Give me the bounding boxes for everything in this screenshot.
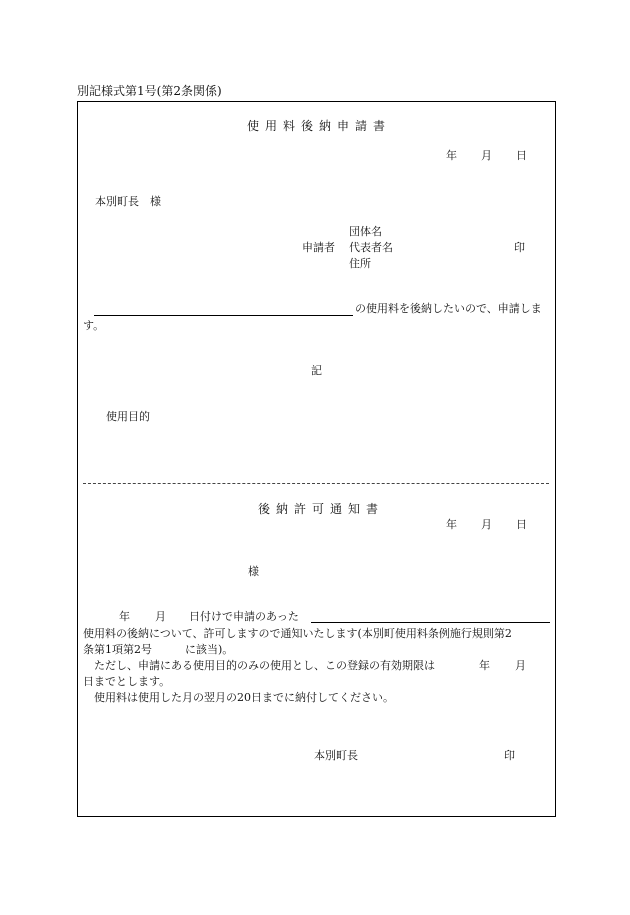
form-number-label: 別記様式第1号(第2条関係) xyxy=(77,84,222,98)
application-date-day: 日 xyxy=(516,149,527,162)
application-title: 使用料後納申請書 xyxy=(247,119,392,133)
notice-line6: 使用料は使用した月の翌月の20日までに納付してください。 xyxy=(94,691,394,704)
notice-line3: 条第1項第2号 に該当)。 xyxy=(83,643,234,656)
notice-date-year: 年 xyxy=(446,518,457,531)
issuer-seal-label: 印 xyxy=(504,749,515,762)
notice-date-month: 月 xyxy=(481,518,492,531)
request-sentence: の使用料を後納したいので、申請しま xyxy=(355,302,542,315)
cut-line-divider xyxy=(83,483,549,484)
applicant-seal-label: 印 xyxy=(514,241,525,254)
notice-line4-month: 月 xyxy=(515,659,526,672)
notice-line1-month: 月 xyxy=(155,610,166,623)
representative-name-label: 代表者名 xyxy=(349,241,393,254)
application-date-year: 年 xyxy=(446,149,457,162)
notice-line4-year: 年 xyxy=(479,659,490,672)
notice-addressee-sama: 様 xyxy=(248,565,259,578)
notice-line1-year: 年 xyxy=(119,610,130,623)
notice-facility-blank xyxy=(311,622,550,623)
org-name-label: 団体名 xyxy=(349,225,382,238)
request-sentence-wrap: す。 xyxy=(83,319,105,332)
issuer-mayor: 本別町長 xyxy=(314,749,358,762)
form-frame xyxy=(77,101,556,817)
notice-line4-text: ただし、申請にある使用目的のみの使用とし、この登録の有効期限は xyxy=(94,659,435,672)
address-label: 住所 xyxy=(349,257,371,270)
facility-name-blank xyxy=(94,315,353,316)
addressee-mayor: 本別町長 様 xyxy=(95,195,161,208)
notice-line1-text: 日付けで申請のあった xyxy=(189,610,299,623)
notice-line2: 使用料の後納について、許可しますので通知いたします(本別町使用料条例施行規則第2 xyxy=(83,627,512,640)
ki-heading: 記 xyxy=(311,364,322,377)
notice-line5: 日までとします。 xyxy=(83,675,171,688)
notice-title: 後納許可通知書 xyxy=(258,502,385,516)
application-date-month: 月 xyxy=(481,149,492,162)
notice-date-day: 日 xyxy=(516,518,527,531)
applicant-label: 申請者 xyxy=(302,241,335,254)
purpose-label: 使用目的 xyxy=(106,410,150,423)
